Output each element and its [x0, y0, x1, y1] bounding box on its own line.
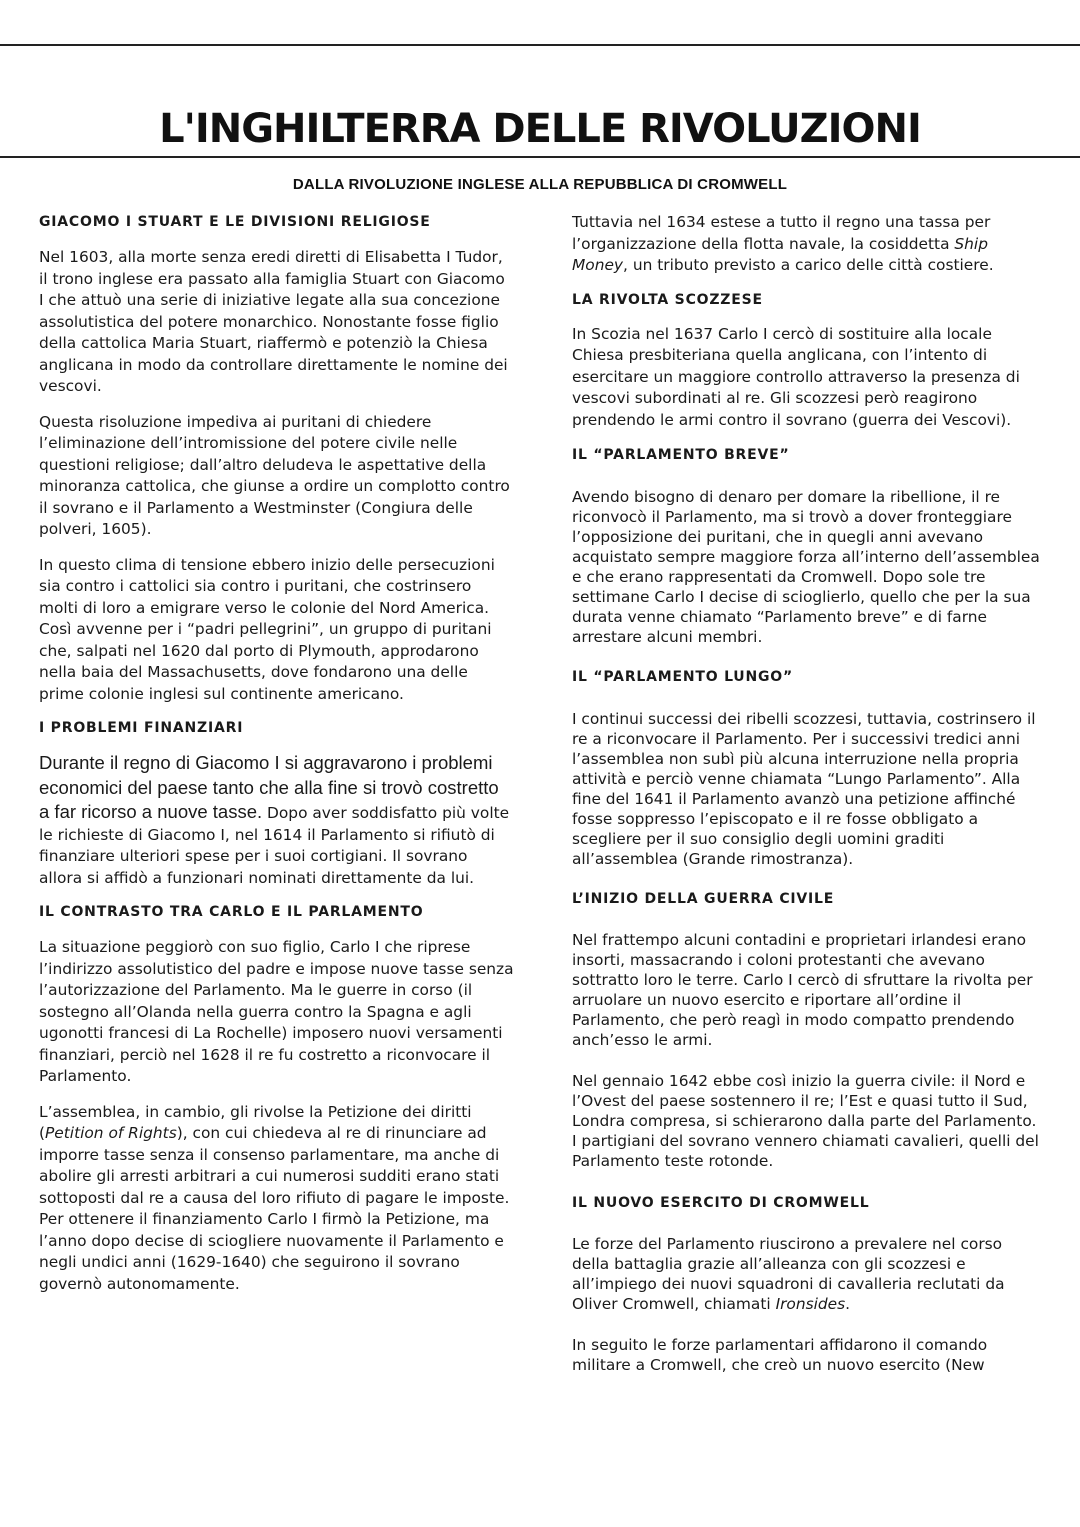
- section-heading-parlamento-breve: IL “PARLAMENTO BREVE”: [572, 447, 790, 463]
- paragraph-ship-money: [572, 212, 1042, 277]
- paragraph-nuovo-esercito-1: [572, 1234, 1042, 1314]
- paragraph-giacomo-2: Questa risoluzione impediva ai puritani di chiedere l’eliminazione dell’intromissione del potere civile nelle questioni religiose; dall’altro deludeva le aspettative della minoranza cattolica, che giunse a ordire un complotto contro il sovrano e il Parlamento a Westminster (Congiura delle polveri, 1605).: [39, 412, 510, 538]
- section-heading-finanziari: I PROBLEMI FINANZIARI: [39, 720, 244, 736]
- text-span: ), con cui chiedeva al re di rinunciare ad imporre tasse senza il consenso parlamentare, ma anche di abolire gli arresti arbitrari a cui numerosi sudditi erano stati sottoposti dal re a causa del loro rifiuto di pagare le imposte. Per ottenere il finanziamento Carlo I firmò la Petizione, ma l’anno dopo decise di sciogliere nuovamente il Parlamento e negli undici anni (1629-1640) che seguirono il sovrano governò autonomamente.: [39, 1124, 510, 1293]
- paragraph-nuovo-esercito-2: In seguito le forze parlamentari affidarono il comando militare a Cromwell, che creò un nuovo esercito (New: [572, 1336, 988, 1374]
- page-subtitle: DALLA RIVOLUZIONE INGLESE ALLA REPUBBLICA DI CROMWELL: [292, 176, 788, 193]
- italic-term: Ironsides: [775, 1295, 846, 1313]
- section-heading-contrasto: IL CONTRASTO TRA CARLO E IL PARLAMENTO: [39, 904, 424, 920]
- text-span: L’assemblea, in cambio, gli rivolse la Petizione dei diritti (: [39, 1102, 472, 1142]
- italic-term: Ship Money: [572, 234, 988, 274]
- page-title: L'INGHILTERRA DELLE RIVOLUZIONI: [159, 105, 921, 152]
- paragraph-giacomo-1: Nel 1603, alla morte senza eredi diretti di Elisabetta I Tudor, il trono inglese era passato alla famiglia Stuart con Giacomo I che attuò una serie di iniziative legate alla sua concezione assolutistica del potere monarchico. Nonostante fosse figlio della cattolica Maria Stuart, riaffermò e potenziò la Chiesa anglicana in modo da controllare direttamente le nomine dei vescovi.: [39, 248, 508, 395]
- top-rule: [0, 44, 1080, 46]
- paragraph-finanziari: [39, 751, 514, 889]
- section-heading-parlamento-lungo: IL “PARLAMENTO LUNGO”: [572, 669, 793, 685]
- paragraph-contrasto-1: La situazione peggiorò con suo figlio, Carlo I che riprese l’indirizzo assolutistico del padre e impose nuove tasse senza l’autorizzazione del Parlamento. Ma le guerre in corso (il sostegno all’Olanda nella guerra contro la Spagna e agli ugonotti francesi di La Rochelle) imposero nuovi versamenti finanziari, perciò nel 1628 il re fu costretto a riconvocare il Parlamento.: [39, 938, 514, 1085]
- right-column: [572, 212, 1042, 1375]
- text-span: .: [845, 1295, 851, 1313]
- section-heading-nuovo-esercito: IL NUOVO ESERCITO DI CROMWELL: [572, 1195, 870, 1211]
- paragraph-finanziari-rest: Dopo aver soddisfatto più volte le richieste di Giacomo I, nel 1614 il Parlamento si rifiutò di finanziare ulteriori spese per i suoi cortigiani. Il sovrano allora si affidò a funzionari nominati direttamente da lui.: [39, 804, 510, 887]
- paragraph-guerra-civile-2: Nel gennaio 1642 ebbe così inizio la guerra civile: il Nord e l’Ovest del paese sostennero il re; l’Est e quasi tutto il Sud, Londra compresa, si schierarono dalla parte del Parlamento. I partigiani del sovrano vennero chiamati cavalieri, quelli del Parlamento teste rotonde.: [572, 1072, 1039, 1170]
- left-column: [39, 212, 514, 1295]
- bottom-rule: [0, 156, 1080, 158]
- paragraph-parlamento-breve: Avendo bisogno di denaro per domare la ribellione, il re riconvocò il Parlamento, ma si trovò a dover fronteggiare l’opposizione dei puritani, che in quegli anni avevano acquistato sempre maggiore forza all’interno dell’assemblea e che erano rappresentati da Cromwell. Dopo sole tre settimane Carlo I decise di scioglierlo, quello che per la sua durata venne chiamato “Parlamento breve” e di farne arrestare alcuni membri.: [572, 488, 1040, 646]
- paragraph-rivolta: In Scozia nel 1637 Carlo I cercò di sostituire alla locale Chiesa presbiteriana quella anglicana, con l’intento di esercitare un maggiore controllo attraverso la presenza di vescovi subordinati al re. Gli scozzesi però reagirono prendendo le armi contro il sovrano (guerra dei Vescovi).: [572, 324, 1020, 429]
- paragraph-finanziari-lead: Durante il regno di Giacomo I si aggravarono i problemi economici del paese tanto che alla fine si trovò costretto a far ricorso a nuove tasse.: [39, 752, 499, 822]
- section-heading-guerra-civile: L’INIZIO DELLA GUERRA CIVILE: [572, 891, 835, 907]
- text-span: Tuttavia nel 1634 estese a tutto il regno una tassa per l’organizzazione della flotta navale, la cosiddetta: [572, 213, 991, 253]
- text-span: Le forze del Parlamento riuscirono a prevalere nel corso della battaglia grazie all’alleanza con gli scozzesi e all’impiego dei nuovi squadroni di cavalleria reclutati da Oliver Cromwell, chiamati: [572, 1235, 1005, 1313]
- paragraph-contrasto-2: [39, 1102, 514, 1296]
- text-span: , un tributo previsto a carico delle città costiere.: [623, 256, 994, 274]
- italic-term: Petition of Rights: [45, 1124, 177, 1142]
- section-heading-rivolta: LA RIVOLTA SCOZZESE: [572, 291, 763, 308]
- paragraph-giacomo-3: In questo clima di tensione ebbero inizio delle persecuzioni sia contro i cattolici sia contro i puritani, che costrinsero molti di loro a emigrare verso le colonie del Nord America. Così avvenne per i “padri pellegrini”, un gruppo di puritani che, salpati nel 1620 dal porto di Plymouth, approdarono nella baia del Massachusetts, dove fondarono una delle prime colonie inglesi sul continente americano.: [39, 555, 495, 703]
- section-heading-giacomo: GIACOMO I STUART E LE DIVISIONI RELIGIOSE: [39, 214, 431, 230]
- paragraph-parlamento-lungo: I continui successi dei ribelli scozzesi, tuttavia, costrinsero il re a riconvocare il Parlamento. Per i successivi tredici anni l’assemblea non subì più alcuna interruzione nella propria attività e perciò venne chiamata “Lungo Parlamento”. Alla fine del 1641 il Parlamento avanzò una petizione affinché fosse soppresso l’episcopato e il re fosse obbligato a scegliere per il suo consiglio degli uomini graditi all’assemblea (Grande rimostranza).: [572, 710, 1036, 868]
- paragraph-guerra-civile-1: Nel frattempo alcuni contadini e proprietari irlandesi erano insorti, massacrando i coloni protestanti che avevano sottratto loro le terre. Carlo I cercò di sfruttare la rivolta per arruolare un nuovo esercito e riportare all’ordine il Parlamento, che però reagì in modo compatto prendendo anch’esso le armi.: [572, 931, 1033, 1049]
